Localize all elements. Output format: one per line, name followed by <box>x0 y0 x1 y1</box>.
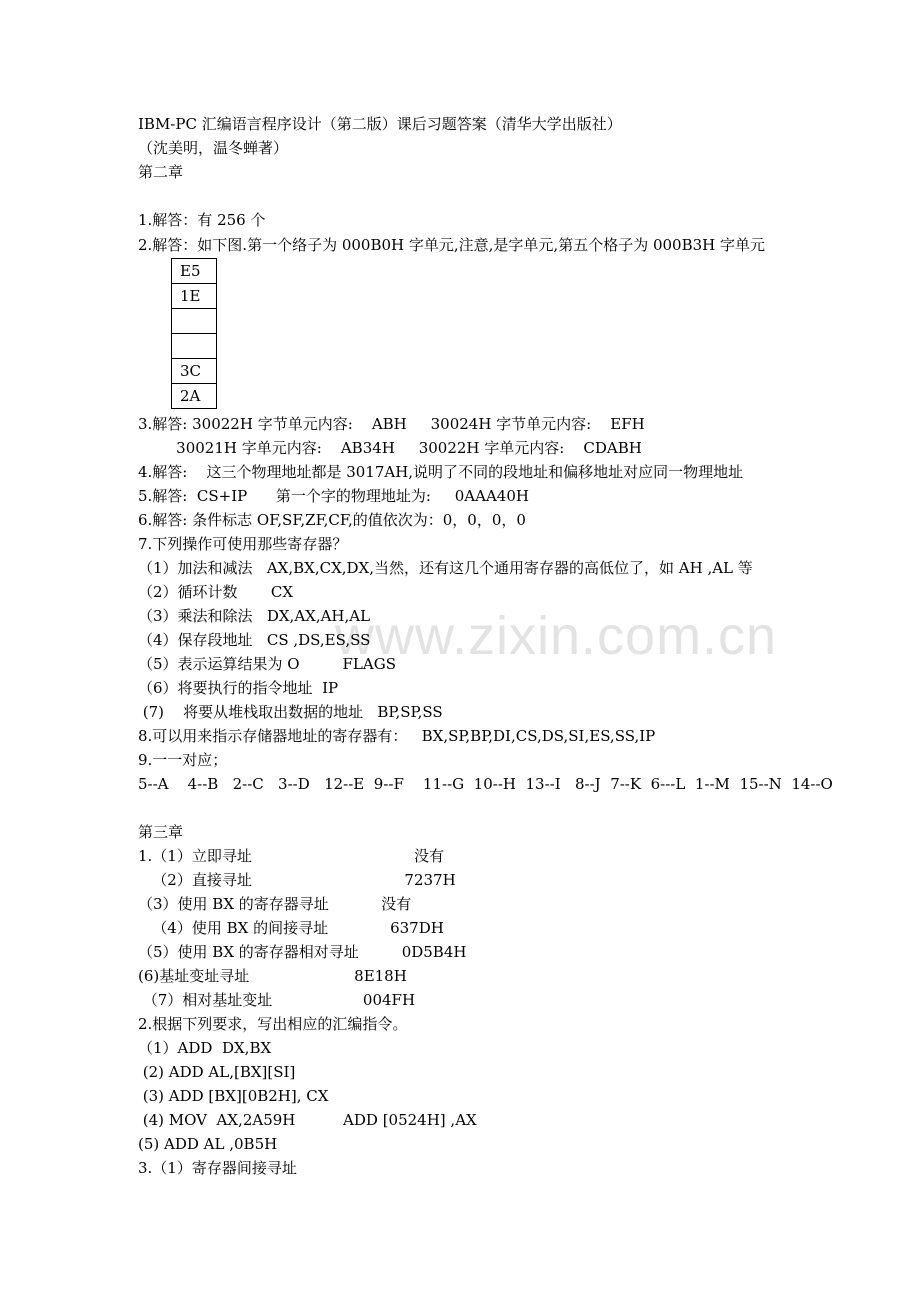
memory-cell <box>172 309 217 334</box>
answer-line: 3.解答: 30022H 字节单元内容: ABH 30024H 字节单元内容: EFH <box>138 415 645 433</box>
answer-line: 5.解答: CS+IP 第一个字的物理地址为: 0AAA40H <box>138 487 529 505</box>
memory-cell: 2A <box>172 384 217 409</box>
memory-cell <box>172 334 217 359</box>
memory-cell: 1E <box>172 284 217 309</box>
answer-line: (3) ADD [BX][0B2H], CX <box>138 1087 329 1105</box>
answer-line: （2）直接寻址 7237H <box>138 871 456 889</box>
answer-line: (5) ADD AL ,0B5H <box>138 1135 278 1153</box>
answer-line: （1）加法和减法 AX,BX,CX,DX,当然，还有这几个通用寄存器的高低位了，如 AH ,AL 等 <box>138 559 753 577</box>
answer-line: 5--A 4--B 2--C 3--D 12--E 9--F 11--G 10--H 13--I 8--J 7--K 6---L 1--M 15--N 14--O <box>138 775 833 793</box>
answer-line: （6）将要执行的指令地址 IP <box>138 679 339 697</box>
answer-line: (7) 将要从堆栈取出数据的地址 BP,SP,SS <box>138 703 443 721</box>
doc-title: IBM-PC 汇编语言程序设计（第二版）课后习题答案（清华大学出版社） <box>138 115 622 133</box>
answer-line: (2) ADD AL,[BX][SI] <box>138 1063 296 1081</box>
answer-line: （3）使用 BX 的寄存器寻址 没有 <box>138 895 412 913</box>
answer-line: 1.（1）立即寻址 没有 <box>138 847 444 865</box>
answer-line: 6.解答: 条件标志 OF,SF,ZF,CF,的值依次为：0，0，0，0 <box>138 511 526 529</box>
answer-line: (6)基址变址寻址 8E18H <box>138 967 407 985</box>
answer-line: 2.根据下列要求，写出相应的汇编指令。 <box>138 1015 408 1033</box>
answer-line: 7.下列操作可使用那些寄存器？ <box>138 535 348 553</box>
answer-line: （5）使用 BX 的寄存器相对寻址 0D5B4H <box>138 943 467 961</box>
answer-line: 9.一一对应； <box>138 751 228 769</box>
answer-line: (4) MOV AX,2A59H ADD [0524H] ,AX <box>138 1111 477 1129</box>
memory-cell: 3C <box>172 359 217 384</box>
answer-line: （4）使用 BX 的间接寻址 637DH <box>138 919 444 937</box>
answer-line: 2.解答：如下图.第一个络子为 000B0H 字单元,注意,是字单元,第五个格子为 000B3H 字单元 <box>138 236 766 254</box>
memory-cell-diagram <box>171 258 217 409</box>
doc-authors: （沈美明，温冬蝉著） <box>138 139 289 157</box>
answer-line: 8.可以用来指示存储器地址的寄存器有： BX,SP,BP,DI,CS,DS,SI,ES,SS,IP <box>138 727 656 745</box>
answer-line: （4）保存段地址 CS ,DS,ES,SS <box>138 631 371 649</box>
answer-line: 30021H 字单元内容: AB34H 30022H 字单元内容: CDABH <box>138 439 642 457</box>
answer-line: （5）表示运算结果为 O FLAGS <box>138 655 396 673</box>
chapter-2-heading: 第二章 <box>138 163 184 181</box>
answer-line: （1）ADD DX,BX <box>138 1039 272 1057</box>
answer-line: 4.解答: 这三个物理地址都是 3017AH,说明了不同的段地址和偏移地址对应同一物理地址 <box>138 463 744 481</box>
memory-cell: E5 <box>172 259 217 284</box>
answer-line: （2）循环计数 CX <box>138 583 294 601</box>
answer-line: （7）相对基址变址 004FH <box>138 991 416 1009</box>
watermark: www.zixin.com.cn <box>335 606 778 666</box>
answer-line: 3.（1）寄存器间接寻址 <box>138 1159 297 1177</box>
answer-line: （3）乘法和除法 DX,AX,AH,AL <box>138 607 371 625</box>
chapter-3-heading: 第三章 <box>138 823 184 841</box>
answer-line: 1.解答：有 256 个 <box>138 211 266 229</box>
